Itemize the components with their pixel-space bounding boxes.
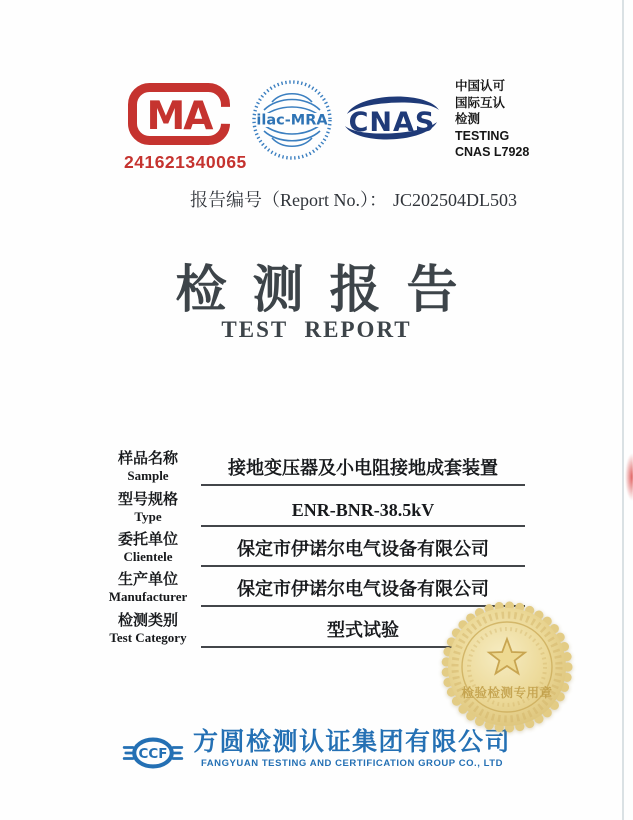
field-label: [95, 441, 201, 486]
ccf-logo-text: CCF: [138, 746, 168, 762]
field-label-zh: 检测类别: [117, 613, 178, 629]
red-edge-smudge: [625, 453, 633, 501]
accreditation-line: 国际互认: [455, 95, 506, 110]
cma-mark: [124, 82, 247, 173]
cnas-logo-text: CNAS: [348, 107, 436, 138]
table-row-clientele: [95, 528, 525, 567]
accreditation-line: 检测: [455, 112, 481, 126]
accreditation-line: CNAS L7928: [455, 145, 530, 159]
field-label-zh: 样品名称: [117, 451, 178, 467]
field-label-en: Test Category: [109, 630, 187, 645]
field-label-zh: 委托单位: [117, 532, 178, 548]
field-label-en: Manufacturer: [108, 589, 188, 604]
cma-certificate-number: 241621340065: [124, 152, 247, 172]
field-label: [95, 568, 201, 607]
cnas-mark: [342, 89, 442, 152]
company-name-block: [193, 729, 511, 769]
field-label-en: Clientele: [123, 549, 173, 564]
field-value: 保定市伊诺尔电气设备有限公司: [201, 528, 525, 567]
ilac-mra-logo-text: ilac-MRA: [256, 112, 328, 129]
company-name-english: FANGYUAN TESTING AND CERTIFICATION GROUP CO., LTD: [200, 758, 504, 769]
embossed-gold-seal: [441, 601, 573, 733]
field-value: 保定市伊诺尔电气设备有限公司: [201, 568, 525, 607]
field-label-zh: 型号规格: [117, 492, 178, 508]
gold-seal-icon: [441, 601, 573, 733]
table-row-type: [95, 488, 525, 527]
field-label-zh: 生产单位: [117, 572, 178, 588]
accreditation-logo-row: [120, 76, 560, 172]
page-title-english: TEST REPORT: [221, 317, 412, 342]
certification-group-logo: [0, 729, 633, 777]
accreditation-line: TESTING: [455, 128, 510, 143]
field-value: 接地变压器及小电阻接地成套装置: [201, 441, 525, 486]
field-label: [95, 528, 201, 567]
field-value: 型式试验: [201, 608, 525, 648]
ilac-mra-mark: [250, 78, 334, 167]
report-number-value: JC202504DL503: [393, 190, 518, 210]
cma-logo-icon: [127, 82, 231, 146]
accreditation-line: 中国认可: [455, 79, 506, 93]
field-label-en: Type: [134, 509, 162, 524]
table-row-sample: [95, 441, 525, 486]
scan-edge-line: [622, 0, 624, 820]
field-label: [95, 488, 201, 527]
gold-seal-text: 检验检测专用章: [461, 686, 553, 700]
report-number-label: 报告编号（Report No.）：: [190, 190, 387, 210]
company-name-chinese: 方圆检测认证集团有限公司: [192, 728, 511, 756]
accreditation-text-block: [455, 78, 529, 161]
page-title: 检测报告: [175, 263, 484, 319]
cma-logo-text: MA: [146, 94, 212, 139]
cnas-logo-icon: [342, 89, 442, 147]
ccf-logo-icon: [122, 729, 184, 777]
ilac-mra-logo-icon: [250, 78, 334, 162]
field-label: [95, 608, 201, 648]
field-value: ENR-BNR-38.5kV: [201, 488, 525, 527]
field-label-en: Sample: [127, 468, 169, 483]
report-number-line: [190, 186, 517, 212]
